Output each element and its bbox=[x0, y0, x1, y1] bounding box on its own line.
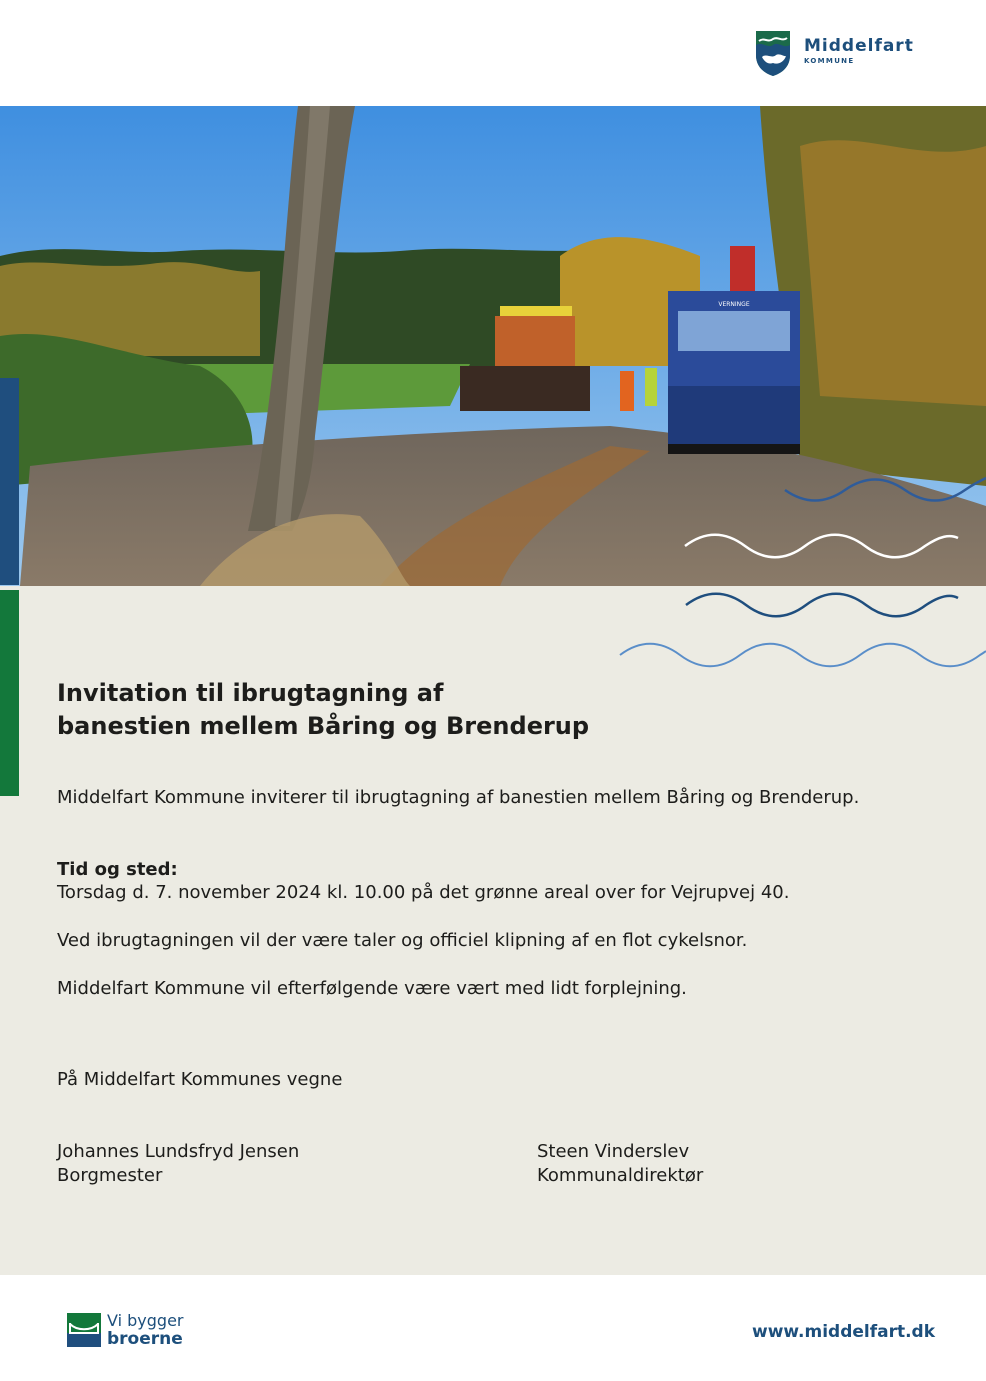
invitation-title bbox=[57, 677, 589, 743]
title-line-2: banestien mellem Båring og Brenderup bbox=[57, 712, 590, 740]
signature-role-1: Borgmester bbox=[57, 1165, 163, 1186]
time-place-heading: Tid og sted: bbox=[57, 859, 178, 880]
bridge-icon bbox=[67, 1313, 101, 1347]
hero-photo bbox=[0, 106, 986, 586]
accent-bar-blue bbox=[0, 378, 19, 585]
shield-logo-icon bbox=[754, 29, 792, 77]
title-line-1: Invitation til ibrugtagning af bbox=[57, 679, 444, 707]
accent-bar-green bbox=[0, 590, 19, 796]
middelfart-logo bbox=[754, 29, 914, 77]
on-behalf-text: På Middelfart Kommunes vegne bbox=[57, 1069, 343, 1090]
logo-sub: KOMMUNE bbox=[804, 57, 855, 65]
truck-sign: VERNINGE bbox=[718, 301, 750, 308]
signature-name-2: Steen Vinderslev bbox=[537, 1141, 690, 1162]
brand-line-1: Vi bygger bbox=[107, 1311, 184, 1330]
signature-role-2: Kommunaldirektør bbox=[537, 1165, 704, 1186]
time-place-text: Torsdag d. 7. november 2024 kl. 10.00 på det grønne areal over for Vejrupvej 40. bbox=[57, 882, 790, 903]
signature-name-1: Johannes Lundsfryd Jensen bbox=[57, 1141, 300, 1162]
brand-line-2: broerne bbox=[107, 1329, 183, 1349]
logo-name: Middelfart bbox=[804, 36, 914, 56]
catering-text: Middelfart Kommune vil efterfølgende være vært med lidt forplejning. bbox=[57, 978, 687, 999]
page-header bbox=[0, 0, 986, 106]
vi-bygger-broerne-logo bbox=[67, 1312, 183, 1348]
road-paving-photo-icon bbox=[0, 106, 986, 586]
ceremony-text: Ved ibrugtagningen vil der være taler og officiel klipning af en flot cykelsnor. bbox=[57, 930, 748, 951]
website-link[interactable]: www.middelfart.dk bbox=[752, 1322, 936, 1342]
intro-text: Middelfart Kommune inviterer til ibrugtagning af banestien mellem Båring og Brenderup. bbox=[57, 787, 860, 808]
